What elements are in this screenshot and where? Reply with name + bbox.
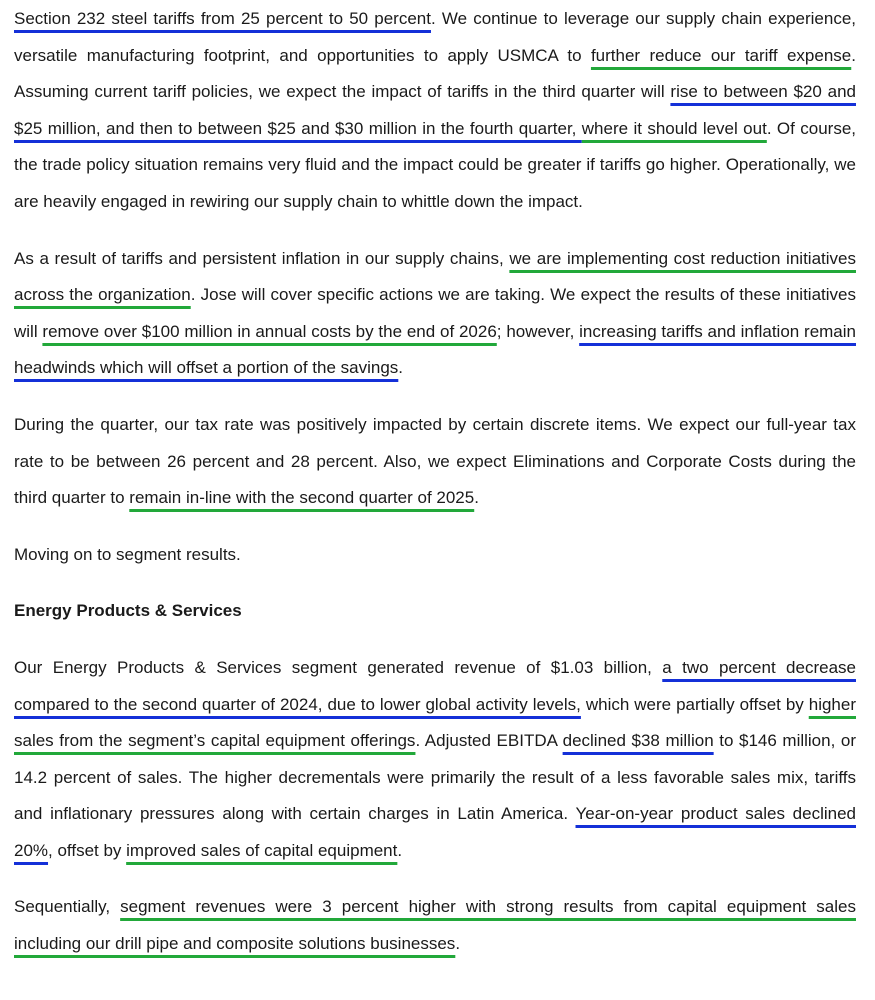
document-page (14, 0, 856, 963)
section-heading: Energy Products & Services (14, 601, 242, 621)
text-run: During the quarter, our tax rate was positively impacted by certain discrete items. We expect our full-year tax rate to be between 26 percent and 28 percent. Also, we expect Eliminations and Corporate Costs during the third quarter to (14, 414, 856, 508)
paragraph-tariffs (14, 0, 856, 221)
text-run: . Jose will cover specific actions we are taking. We expect the results of these initiatives will (14, 285, 856, 341)
highlight-blue: rise to between $20 and $25 million, and then to between $25 and $30 million in the fourth quarter, (14, 82, 856, 138)
paragraph-segment-intro: Moving on to segment results. (14, 544, 241, 564)
paragraph-sequential (14, 889, 856, 962)
text-run: . We continue to leverage our supply chain experience, versatile manufacturing footprint, and opportunities to apply USMCA to (14, 9, 856, 65)
text-run: . Of course, the trade policy situation remains very fluid and the impact could be greater if tariffs go higher. Operationally, we are heavily engaged in rewiring our supply chain to whittle down the impact. (14, 118, 856, 211)
highlight-blue: increasing tariffs and inflation remain headwinds which will offset a portion of the savings (14, 321, 856, 378)
highlight-blue: a two percent decrease compared to the second quarter of 2024, due to lower global activity levels, (14, 657, 856, 714)
text-run: ; however, (496, 321, 580, 341)
paragraph-spacer (14, 573, 856, 593)
text-run: . Assuming current tariff policies, we expect the impact of tariffs in the third quarter will (14, 45, 856, 102)
text-run: Our Energy Products & Services segment generated revenue of $1.03 billion, (14, 657, 663, 677)
paragraph-spacer (14, 221, 856, 241)
highlight-green: segment revenues were 3 percent higher with strong results from capital equipment sales including our drill pipe and composite solutions businesses (14, 897, 856, 954)
highlight-green: we are implementing cost reduction initiatives across the organization (14, 248, 856, 305)
text-run: . Adjusted EBITDA (415, 731, 563, 751)
paragraph-energy-products (14, 650, 856, 870)
text-run: As a result of tariffs and persistent inflation in our supply chains, (14, 248, 510, 268)
highlight-blue: declined $38 million (562, 731, 714, 751)
highlight-green: further reduce our tariff expense (590, 45, 852, 65)
text-run: . (474, 488, 479, 508)
highlight-blue: Section 232 steel tariffs from 25 percent to 50 percent (14, 9, 431, 28)
highlight-blue: Year-on-year product sales declined 20% (14, 804, 856, 860)
paragraph-spacer (14, 517, 856, 537)
paragraph-spacer (14, 869, 856, 889)
text-run: Sequentially, (14, 897, 121, 917)
text-run: , offset by (48, 840, 127, 860)
text-run: . (455, 934, 461, 954)
text-run: . (398, 358, 404, 378)
highlight-green: remain in-line with the second quarter of 2025 (129, 488, 475, 508)
highlight-green: where it should level out (581, 118, 767, 138)
text-run: which were partially offset by (580, 694, 809, 714)
paragraph-spacer (14, 387, 856, 407)
text-run: to $146 million, or 14.2 percent of sales. The higher decrementals were primarily the result of a less favorable sales mix, tariffs and inflationary pressures along with certain charges in Latin America. (14, 731, 857, 824)
highlight-green: improved sales of capital equipment (126, 840, 398, 860)
paragraph-spacer (14, 630, 856, 650)
text-run: . (397, 840, 403, 860)
highlight-green: higher sales from the segment’s capital equipment offerings (14, 694, 856, 751)
paragraph-cost-reduction (14, 241, 856, 387)
paragraph-tax-rate (14, 407, 856, 517)
highlight-green: remove over $100 million in annual costs by the end of 2026 (42, 321, 497, 341)
